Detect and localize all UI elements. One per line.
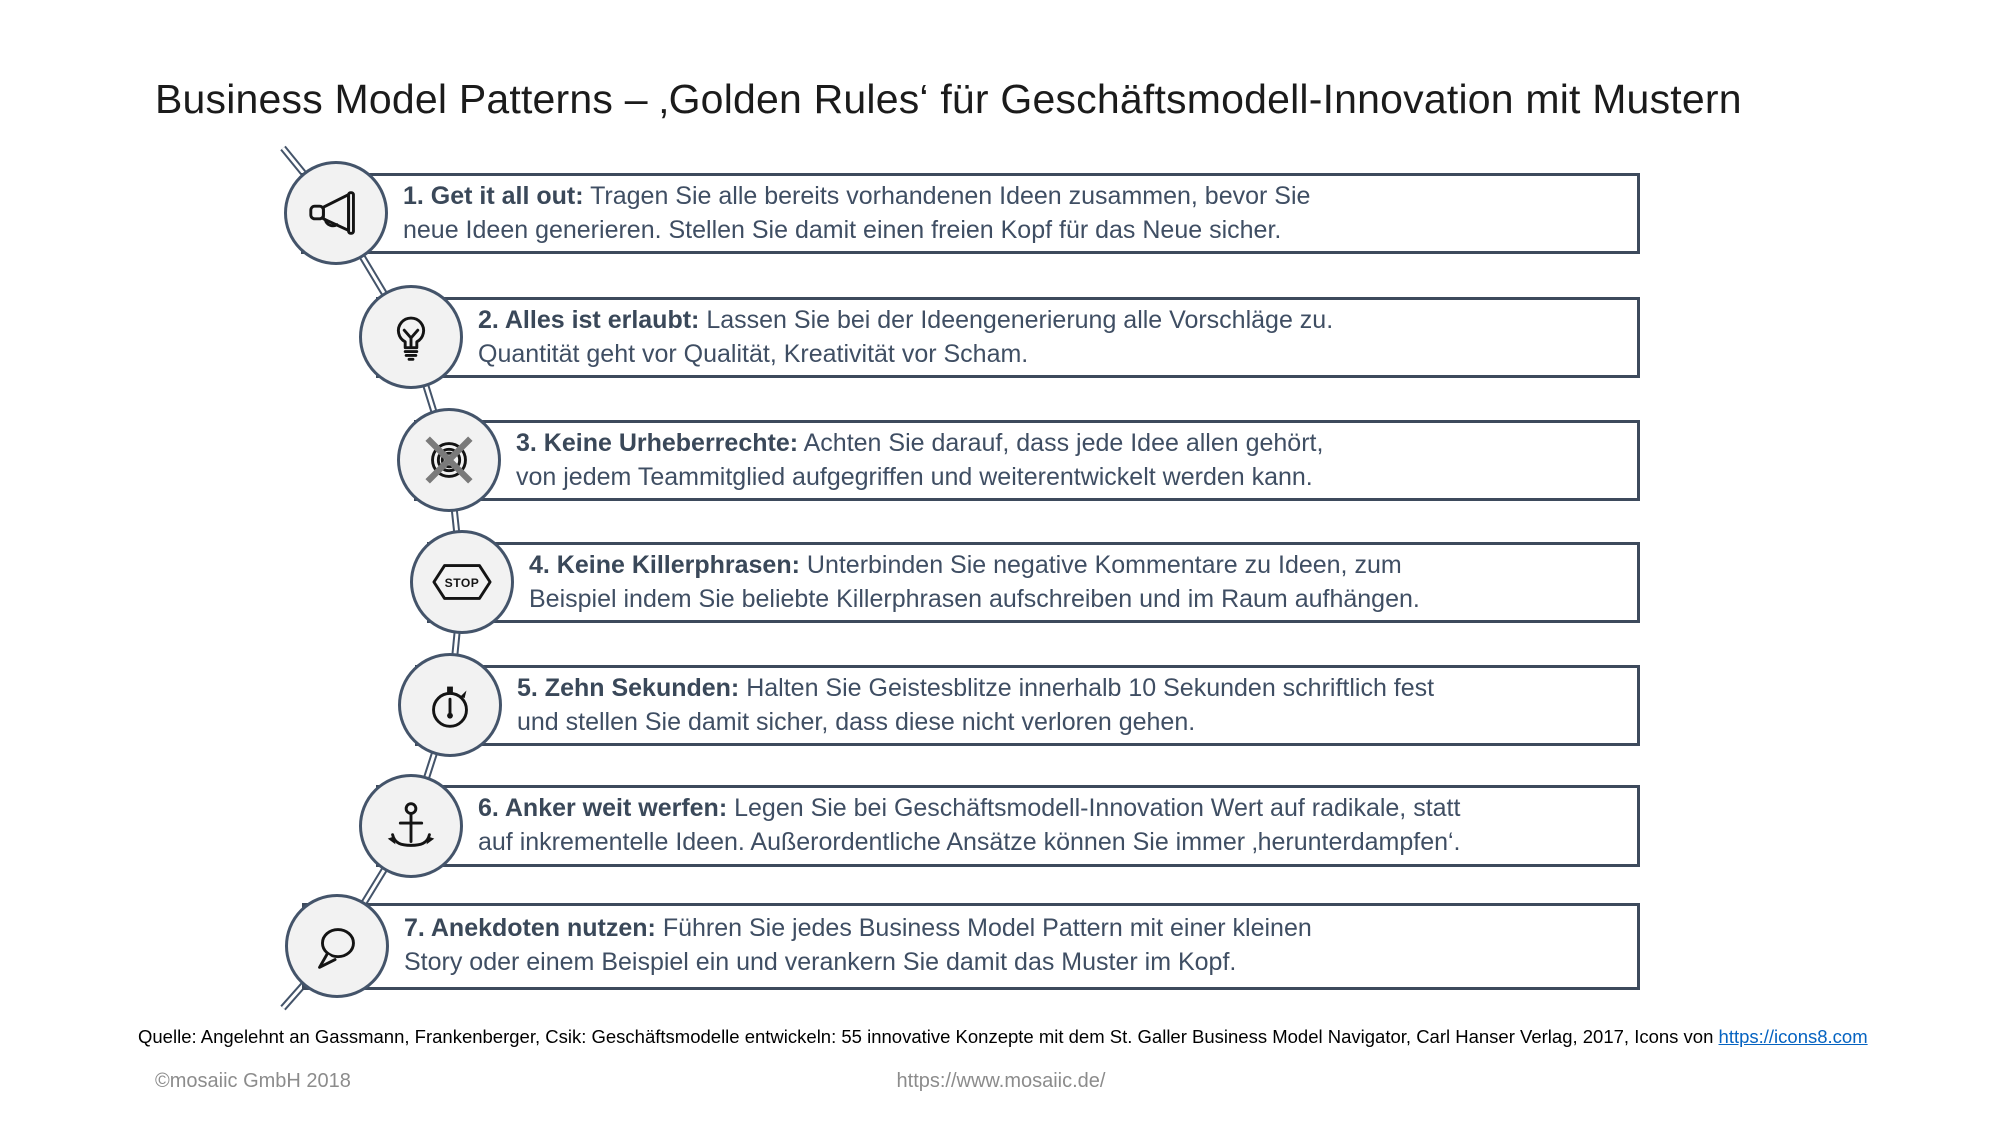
rule-text-2 bbox=[478, 303, 1333, 371]
rule-line1: Tragen Sie alle bereits vorhandenen Ideen zusammen, bevor Sie bbox=[590, 182, 1311, 210]
rule-line2: Story oder einem Beispiel ein und verankern Sie damit das Muster im Kopf. bbox=[404, 948, 1237, 976]
stop-sign-icon bbox=[431, 551, 493, 613]
rule-label: 7. Anekdoten nutzen: bbox=[404, 914, 656, 942]
rule-circle-1 bbox=[284, 161, 388, 265]
source-note bbox=[138, 1026, 1868, 1048]
rule-circle-6 bbox=[359, 774, 463, 878]
rule-line2: Quantität geht vor Qualität, Kreativität vor Scham. bbox=[478, 340, 1029, 368]
rule-circle-4 bbox=[410, 530, 514, 634]
stopwatch-icon bbox=[419, 674, 481, 736]
no-copyright-icon bbox=[418, 429, 480, 491]
rule-text-3 bbox=[516, 426, 1323, 494]
rule-line2: auf inkrementelle Ideen. Außerordentliche Ansätze können Sie immer ‚herunterdampfen‘. bbox=[478, 828, 1461, 856]
stop-sign-label: STOP bbox=[444, 575, 480, 590]
rule-label: 1. Get it all out: bbox=[403, 182, 584, 210]
rule-circle-3 bbox=[397, 408, 501, 512]
rule-circle-5 bbox=[398, 653, 502, 757]
rule-circle-7 bbox=[285, 894, 389, 998]
rule-text-1 bbox=[403, 179, 1310, 247]
anchor-icon bbox=[380, 795, 442, 857]
rule-line1: Halten Sie Geistesblitze innerhalb 10 Sekunden schriftlich fest bbox=[746, 674, 1435, 702]
rule-label: 4. Keine Killerphrasen: bbox=[529, 551, 800, 579]
rule-line2: neue Ideen generieren. Stellen Sie damit einen freien Kopf für das Neue sicher. bbox=[403, 216, 1282, 244]
rule-label: 6. Anker weit werfen: bbox=[478, 794, 728, 822]
rule-line2: und stellen Sie damit sicher, dass diese nicht verloren gehen. bbox=[517, 708, 1196, 736]
rule-line1: Führen Sie jedes Business Model Pattern mit einer kleinen bbox=[662, 914, 1312, 942]
rule-text-4 bbox=[529, 548, 1420, 616]
rule-line2: von jedem Teammitglied aufgegriffen und weiterentwickelt werden kann. bbox=[516, 463, 1313, 491]
megaphone-icon bbox=[305, 182, 367, 244]
rule-text-6 bbox=[478, 791, 1461, 859]
lightbulb-icon bbox=[380, 306, 442, 368]
rule-label: 5. Zehn Sekunden: bbox=[517, 674, 740, 702]
rule-line1: Legen Sie bei Geschäftsmodell-Innovation Wert auf radikale, statt bbox=[734, 794, 1461, 822]
rule-label: 3. Keine Urheberrechte: bbox=[516, 429, 799, 457]
rule-line1: Lassen Sie bei der Ideengenerierung alle Vorschläge zu. bbox=[706, 306, 1334, 334]
rule-circle-2 bbox=[359, 285, 463, 389]
site-url-text: https://www.mosaiic.de/ bbox=[896, 1070, 1106, 1092]
page-title: Business Model Patterns – ‚Golden Rules‘ für Geschäftsmodell-Innovation mit Mustern bbox=[155, 76, 1742, 122]
rule-line1: Achten Sie darauf, dass jede Idee allen gehört, bbox=[803, 429, 1324, 457]
copyright-text: ©mosaiic GmbH 2018 bbox=[155, 1070, 351, 1092]
rule-text-7 bbox=[404, 911, 1312, 979]
rule-text-5 bbox=[517, 671, 1434, 739]
rule-line1: Unterbinden Sie negative Kommentare zu Ideen, zum bbox=[806, 551, 1402, 579]
source-text: Quelle: Angelehnt an Gassmann, Frankenberger, Csik: Geschäftsmodelle entwickeln: 55 innovative Konzepte mit dem St. Galler Business Model Navigator, Carl Hanser Verlag, 2017, Icons von bbox=[138, 1026, 1719, 1047]
rule-label: 2. Alles ist erlaubt: bbox=[478, 306, 700, 334]
rule-line2: Beispiel indem Sie beliebte Killerphrasen aufschreiben und im Raum aufhängen. bbox=[529, 585, 1420, 613]
icons8-link[interactable]: https://icons8.com bbox=[1718, 1026, 1868, 1047]
speech-bubble-icon bbox=[306, 915, 368, 977]
